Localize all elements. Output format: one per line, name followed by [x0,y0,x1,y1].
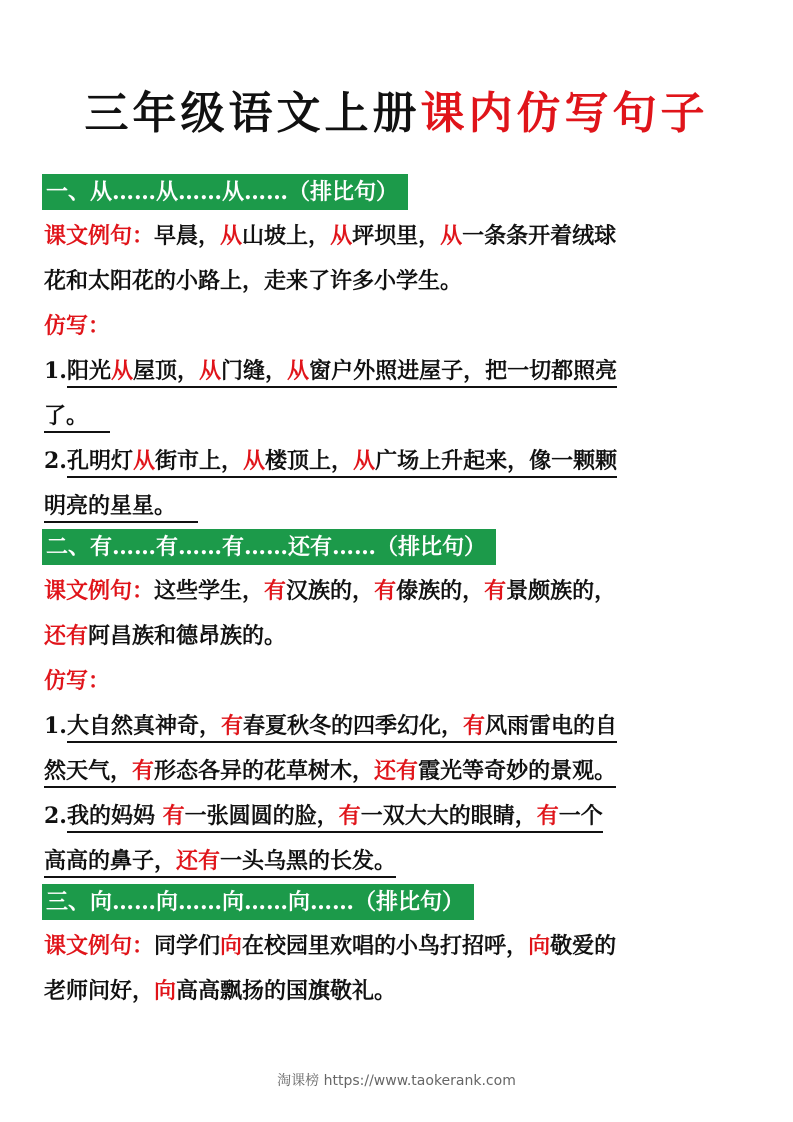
imitation-line [44,704,744,749]
underlined-answer [67,713,617,743]
text-segment: 早晨， [154,223,221,249]
text-segment: 大自然真神奇， [66,713,221,739]
example-label: 课文例句： [44,223,155,249]
text-segment: 一张圆圆的脸， [184,803,339,829]
example-line [44,214,744,259]
example-line [44,614,744,659]
footer-watermark: 淘课榜 https://www.taokerank.com [277,1073,516,1089]
text-segment: 明亮的星星。 [44,493,177,519]
item-number: 1. [44,358,67,384]
example-label: 课文例句： [44,578,155,604]
example-line [44,259,744,304]
text-segment: 我的妈妈 [66,803,163,829]
example-line [44,924,744,969]
underlined-answer [67,448,617,478]
keyword: 从 [110,358,133,384]
text-segment: 傣族的， [396,578,485,604]
underlined-answer [44,848,396,878]
keyword: 有 [132,758,155,784]
keyword: 向 [220,933,243,959]
title-red: 课内仿写句子 [420,88,709,139]
underlined-answer [44,758,616,788]
text-segment: 同学们 [154,933,221,959]
imitation-line [44,439,744,484]
item-number: 1. [44,713,67,739]
text-segment: 楼顶上， [265,448,354,474]
imitate-label: 仿写： [44,313,111,339]
keyword: 从 [220,223,243,249]
text-segment: 一头乌黑的长发。 [220,848,397,874]
imitate-label-line [44,304,744,349]
section-heading-1: 一、从……从……从……（排比句） [42,174,408,210]
keyword: 有 [536,803,559,829]
text-segment: 霞光等奇妙的景观。 [418,758,617,784]
underlined-answer [44,403,110,433]
imitation-line [44,349,744,394]
keyword: 还有 [374,758,419,784]
example-line [44,969,744,1014]
text-segment: 窗户外照进屋子，把一切都照亮 [309,358,618,384]
imitation-line [44,794,744,839]
keyword: 有 [484,578,507,604]
text-segment: 春夏秋冬的四季幻化， [243,713,464,739]
text-segment: 汉族的， [286,578,375,604]
section-heading-3: 三、向……向……向……向……（排比句） [42,884,474,920]
text-segment: 老师问好， [44,978,155,1004]
imitation-line [44,749,744,794]
keyword: 还有 [176,848,221,874]
text-segment: 山坡上， [242,223,331,249]
underlined-answer [44,493,198,523]
example-label: 课文例句： [44,933,155,959]
text-segment: 形态各异的花草树木， [154,758,375,784]
keyword: 从 [353,448,376,474]
text-segment: 阿昌族和德昂族的。 [88,623,287,649]
text-segment: 风雨雷电的自 [485,713,618,739]
imitation-line [44,484,744,529]
text-segment: 然天气， [44,758,133,784]
item-number: 2. [44,803,67,829]
item-number: 2. [44,448,67,474]
keyword: 向 [528,933,551,959]
title-black: 三年级语文上册 [84,88,421,139]
text-segment: 在校园里欢唱的小鸟打招呼， [242,933,529,959]
underlined-answer [67,803,603,833]
keyword: 有 [220,713,243,739]
keyword: 从 [199,358,222,384]
keyword: 从 [287,358,310,384]
section-heading-2: 二、有……有……有……还有……（排比句） [42,529,496,565]
keyword: 有 [374,578,397,604]
imitation-line [44,839,744,884]
keyword: 从 [243,448,266,474]
text-segment: 孔明灯 [66,448,133,474]
keyword: 向 [154,978,177,1004]
text-segment: 屋顶， [133,358,200,384]
keyword: 有 [463,713,486,739]
keyword: 从 [440,223,463,249]
text-segment: 广场上升起来，像一颗颗 [375,448,618,474]
keyword: 有 [264,578,287,604]
text-segment: 高高飘扬的国旗敬礼。 [176,978,397,1004]
text-segment: 街市上， [155,448,244,474]
content [44,174,744,1014]
imitation-line [44,394,744,439]
text-segment: 高高的鼻子， [44,848,177,874]
keyword: 从 [132,448,155,474]
underlined-answer [67,358,617,388]
text-segment: 一双大大的眼睛， [360,803,537,829]
text-segment: 一条条开着绒球 [462,223,617,249]
imitate-label: 仿写： [44,668,111,694]
example-line [44,569,744,614]
text-segment: 这些学生， [154,578,265,604]
page-title [0,84,793,144]
text-segment: 阳光 [66,358,111,384]
keyword: 还有 [44,623,89,649]
keyword: 有 [338,803,361,829]
text-segment: 门缝， [221,358,288,384]
keyword: 从 [330,223,353,249]
text-segment: 敬爱的 [550,933,617,959]
text-segment: 一个 [558,803,603,829]
text-segment: 花和太阳花的小路上，走来了许多小学生。 [44,268,463,294]
keyword: 有 [162,803,185,829]
text-segment: 了。 [44,403,89,429]
imitate-label-line [44,659,744,704]
text-segment: 坪坝里， [352,223,441,249]
text-segment: 景颇族的， [506,578,617,604]
